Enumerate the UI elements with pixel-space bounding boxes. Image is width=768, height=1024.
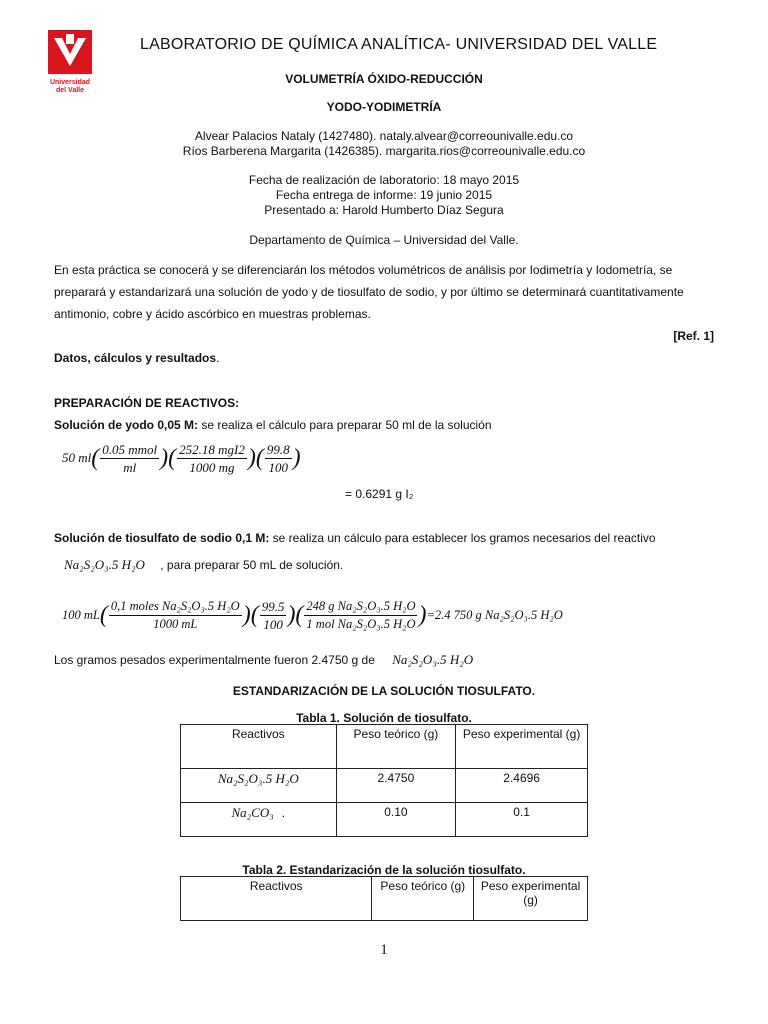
table2-header-peso-experimental: Peso experimental (g) bbox=[474, 877, 588, 921]
table-row bbox=[181, 725, 588, 769]
table1-caption: Tabla 1. Solución de tiosulfato. bbox=[296, 711, 472, 725]
table2-caption: Tabla 2. Estandarización de la solución tiosulfato. bbox=[242, 863, 526, 877]
table2 bbox=[180, 876, 588, 921]
table1-header-peso-experimental: Peso experimental (g) bbox=[456, 725, 588, 769]
section-datos-label: Datos, cálculos y resultados bbox=[54, 351, 217, 365]
yodo-text: se realiza el cálculo para preparar 50 ml de la solución bbox=[198, 418, 492, 432]
table1-cell-reactivo-formula: Na₂CO₃ bbox=[231, 805, 274, 820]
presented-to: Presentado a: Harold Humberto Díaz Segura bbox=[264, 203, 504, 217]
document-subtitle: YODO-YODIMETRÍA bbox=[326, 100, 442, 114]
table2-header-reactivos: Reactivos bbox=[181, 877, 372, 921]
tiosulfato-weighed-text: Los gramos pesados experimentalmente fueron 2.4750 g de bbox=[54, 653, 375, 667]
report-date: Fecha entrega de informe: 19 junio 2015 bbox=[275, 188, 493, 202]
table1-cell-experimental: 2.4696 bbox=[456, 769, 588, 803]
tiosulfato-fraction-1: $\frac{\text{0,1 moles Na₂S₂O₃.5 H₂O}}{1000 mL}$ bbox=[110, 598, 240, 631]
tiosulfato-fraction-2: $\frac{99.5}{100}$ bbox=[261, 598, 285, 632]
document-title: VOLUMETRÍA ÓXIDO-REDUCCIÓN bbox=[285, 72, 483, 86]
yodo-result: = 0.6291 g I₂ bbox=[345, 487, 414, 501]
tiosulfato-eq-lead: 100 mL bbox=[62, 607, 100, 622]
page-number: 1 bbox=[380, 942, 388, 958]
department: Departamento de Química – Universidad del Valle. bbox=[249, 233, 519, 247]
intro-line-1: En esta práctica se conocerá y se diferenciarán los métodos volumétricos de análisis por Iodimetría y Iodometría, se bbox=[54, 263, 673, 277]
table1-header-reactivos: Reactivos bbox=[181, 725, 337, 769]
section-estandarizacion: ESTANDARIZACIÓN DE LA SOLUCIÓN TIOSULFATO. bbox=[232, 684, 536, 698]
yodo-fraction-3: $\frac{99.8}{100}$ bbox=[266, 441, 290, 475]
author-1: Alvear Palacios Nataly (1427480). nataly.alvear@correounivalle.edu.co bbox=[194, 129, 574, 143]
intro-line-2: preparará y estandarizará una solución de yodo y de tiosulfato de sodio, y por último se determinará cuantitativamente bbox=[54, 285, 684, 299]
table1-header-peso-teorico: Peso teórico (g) bbox=[336, 725, 456, 769]
lab-date: Fecha de realización de laboratorio: 18 mayo 2015 bbox=[248, 173, 520, 187]
table1-cell-reactivo bbox=[181, 803, 337, 837]
reference: [Ref. 1] bbox=[673, 329, 714, 343]
lab-title: LABORATORIO DE QUÍMICA ANALÍTICA- UNIVERSIDAD DEL VALLE bbox=[140, 36, 658, 53]
logo-text-line1: Universidad bbox=[49, 79, 91, 86]
table-row bbox=[181, 769, 588, 803]
university-logo bbox=[48, 30, 92, 96]
tiosulfato-result: =2.4 750 g Na₂S₂O₃.5 H₂O bbox=[426, 607, 563, 622]
tiosulfato-line-2 bbox=[64, 557, 343, 573]
table1-cell-experimental: 0.1 bbox=[456, 803, 588, 837]
yodo-paragraph bbox=[54, 418, 492, 432]
yodo-fraction-2: $\frac{\text{252.18 mgI2}}{1000 mg}$ bbox=[179, 441, 245, 475]
tiosulfato-label: Solución de tiosulfato de sodio 0,1 M: bbox=[54, 531, 270, 545]
section-datos-dot: . bbox=[216, 351, 220, 365]
table-row bbox=[181, 803, 588, 837]
table1-cell-reactivo-dot: . bbox=[281, 806, 286, 820]
tiosulfato-paragraph bbox=[54, 531, 714, 545]
table2-header-peso-teorico: Peso teórico (g) bbox=[372, 877, 474, 921]
yodo-label: Solución de yodo 0,05 M: bbox=[54, 418, 199, 432]
tiosulfato-formula: Na₂S₂O₃.5 H₂O bbox=[64, 557, 145, 572]
tiosulfato-text: se realiza un cálculo para establecer los gramos necesarios del reactivo bbox=[269, 531, 656, 545]
author-2: Ríos Barberena Margarita (1426385). margarita.rios@correounivalle.edu.co bbox=[182, 144, 586, 158]
table1 bbox=[180, 724, 588, 837]
tiosulfato-fraction-3: $\frac{\text{248 g Na₂S₂O₃.5 H₂O}}{\text{1 mol Na₂S₂O₃.5 H₂O}}$ bbox=[306, 598, 416, 631]
tiosulfato-weighed-formula: Na₂S₂O₃.5 H₂O bbox=[392, 652, 474, 667]
table-row bbox=[181, 877, 588, 921]
table1-cell-reactivo: Na₂S₂O₃.5 H₂O bbox=[181, 769, 337, 803]
yodo-fraction-1: $\frac{\text{0.05 mmol}}{ml}$ bbox=[102, 441, 158, 475]
tiosulfato-equation: 100 mL ( $\frac{\text{0,1 moles Na₂S₂O₃.5 H₂O}}{1000 mL}$ )( $\frac{99.5}{100}$ )( $\frac{\text{248 g Na₂S₂O₃.5 H₂O}}{\text{1 mol Na₂S₂O₃.5 H₂O}}$ ) =2.4 750 g Na₂S₂O₃.5 H₂O bbox=[62, 598, 563, 632]
tiosulfato-weighed bbox=[54, 652, 473, 668]
tiosulfato-text-2: , para preparar 50 mL de solución. bbox=[160, 558, 344, 572]
section-datos bbox=[54, 351, 219, 365]
univalle-logo-icon bbox=[48, 30, 92, 74]
section-preparacion: PREPARACIÓN DE REACTIVOS: bbox=[54, 396, 240, 410]
table1-cell-teorico: 2.4750 bbox=[336, 769, 456, 803]
yodo-eq-lead: 50 ml bbox=[62, 450, 92, 465]
logo-text-line2: del Valle bbox=[55, 87, 85, 94]
intro-line-3: antimonio, cobre y ácido ascórbico en muestras problemas. bbox=[54, 307, 371, 321]
table1-cell-teorico: 0.10 bbox=[336, 803, 456, 837]
yodo-equation: 50 ml ( $\frac{\text{0.05 mmol}}{ml}$ )( $\frac{\text{252.18 mgI2}}{1000 mg}$ )( $\frac{99.8}{100}$ ) bbox=[62, 441, 301, 475]
